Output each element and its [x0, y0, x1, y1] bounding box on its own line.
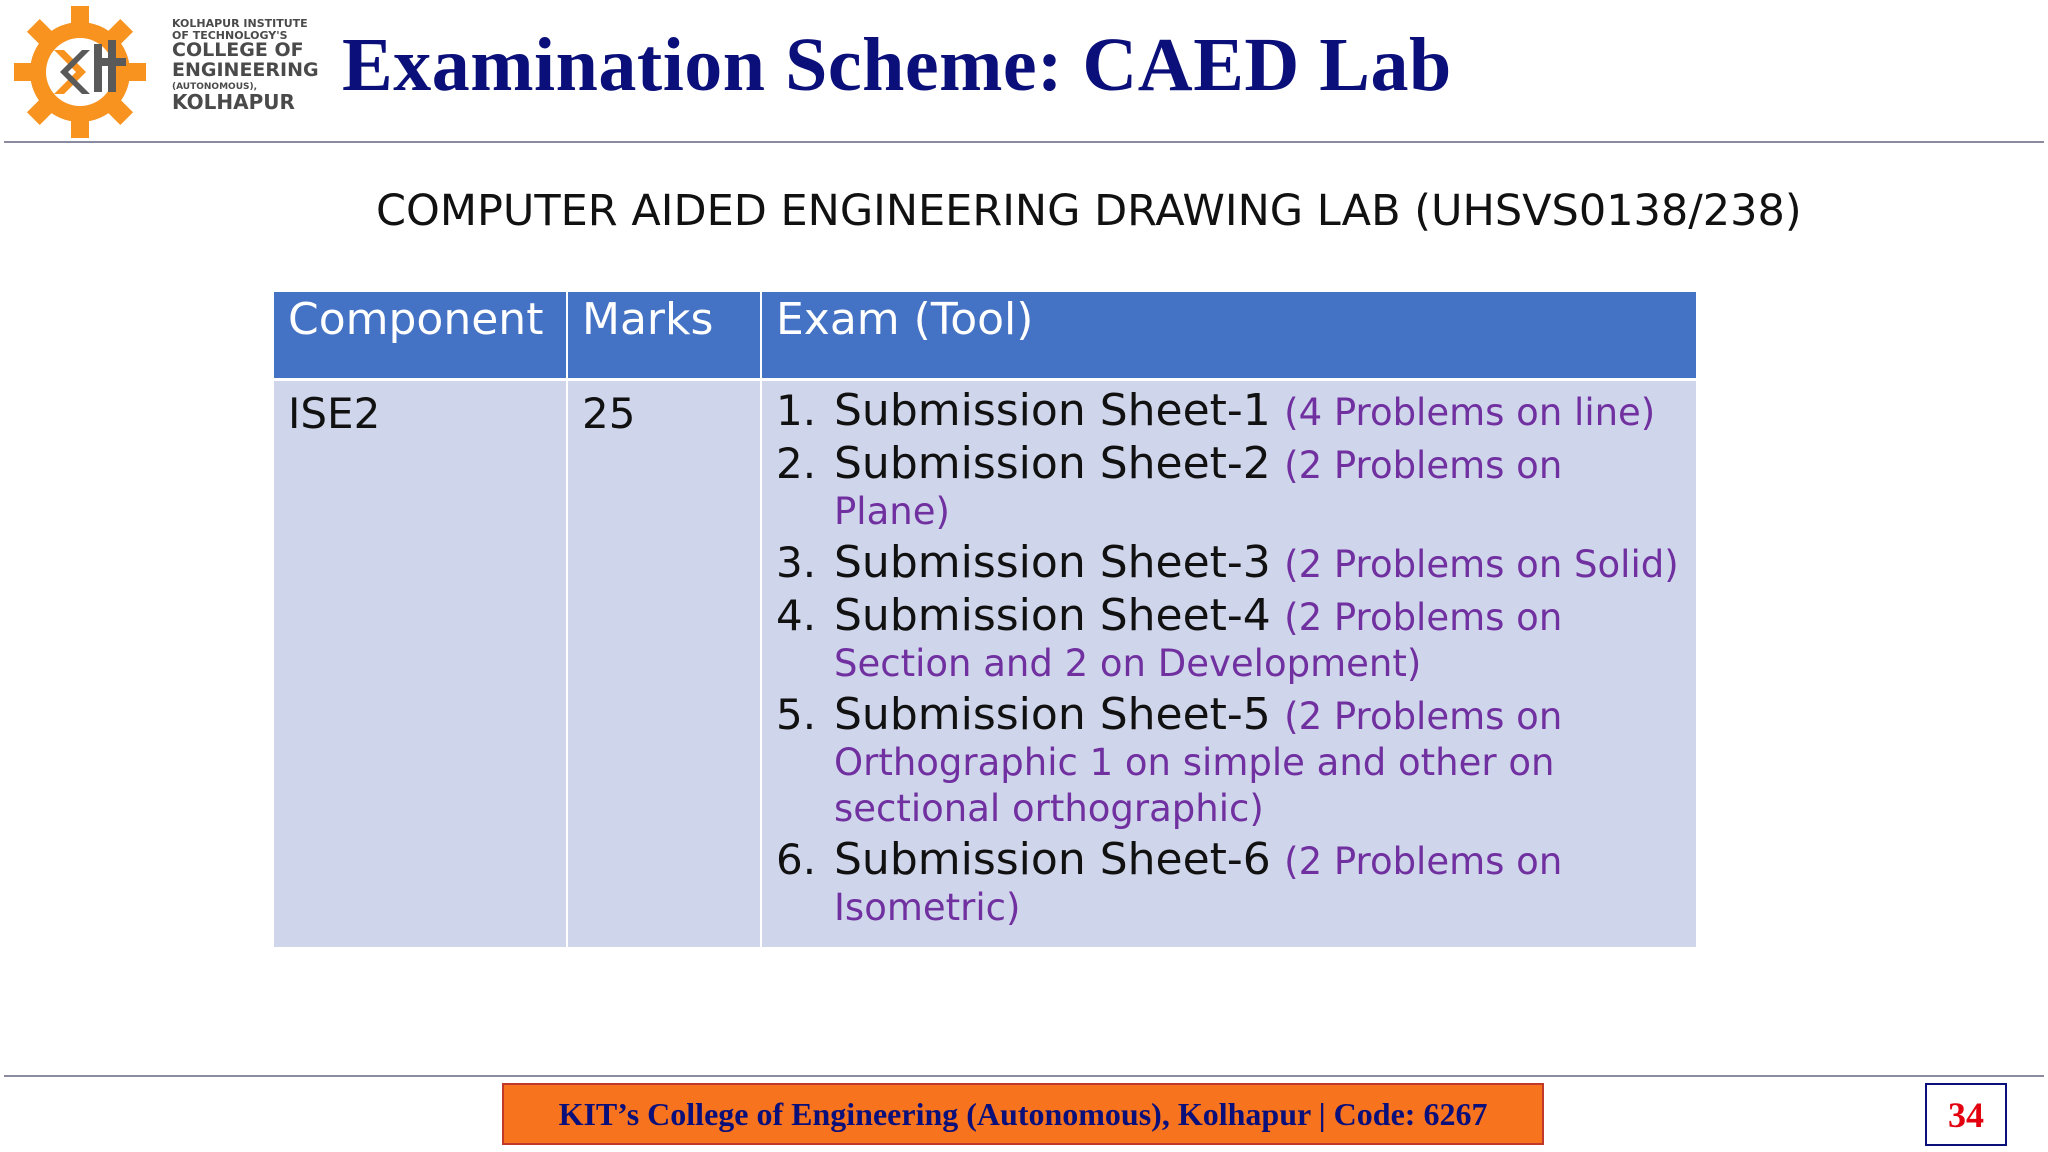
logo-line-6: KOLHAPUR [172, 90, 295, 115]
college-logo [12, 4, 319, 139]
cell-component: ISE2 [274, 380, 567, 948]
table-header-row [274, 292, 1696, 380]
sheet-name: Submission Sheet-3 [834, 537, 1271, 588]
sheet-note: (2 Problems on Orthographic 1 on simple and other on sectional orthographic) [834, 695, 1563, 830]
list-item [776, 590, 1682, 686]
header-exam-tool: Exam (Tool) [761, 292, 1696, 380]
logo-line-2: OF TECHNOLOGY'S [172, 28, 288, 42]
gear-logo-icon [12, 4, 162, 139]
submission-list [776, 385, 1682, 930]
sheet-name: Submission Sheet-4 [834, 590, 1271, 641]
header-divider [4, 141, 2044, 143]
page-number: 34 [1925, 1083, 2007, 1146]
sheet-note: (4 Problems on line) [1284, 391, 1656, 434]
list-number: 6. [776, 835, 817, 884]
header-marks: Marks [567, 292, 761, 380]
logo-line-4: ENGINEERING [172, 59, 319, 82]
list-number: 3. [776, 538, 817, 587]
cell-exam-tool [761, 380, 1696, 948]
footer-banner: KIT’s College of Engineering (Autonomous), Kolhapur | Code: 6267 [502, 1083, 1544, 1145]
sheet-note: (2 Problems on Isometric) [834, 840, 1563, 929]
sheet-note: (2 Problems on Plane) [834, 444, 1563, 533]
list-item [776, 689, 1682, 831]
list-item [776, 834, 1682, 930]
logo-wordmark [172, 18, 322, 113]
cell-marks: 25 [567, 380, 761, 948]
sheet-name: Submission Sheet-2 [834, 438, 1271, 489]
list-item [776, 438, 1682, 534]
sheet-name: Submission Sheet-5 [834, 689, 1271, 740]
list-number: 1. [776, 386, 817, 435]
list-number: 2. [776, 439, 817, 488]
sheet-note: (2 Problems on Solid) [1284, 543, 1679, 586]
logo-line-5: (AUTONOMOUS), [172, 81, 258, 92]
sheet-name: Submission Sheet-6 [834, 834, 1271, 885]
footer-divider [4, 1075, 2044, 1077]
table-row [274, 380, 1696, 948]
list-item [776, 385, 1682, 436]
course-subtitle: COMPUTER AIDED ENGINEERING DRAWING LAB (UHSVS0138/238) [376, 186, 1802, 236]
list-number: 5. [776, 690, 817, 739]
list-item [776, 537, 1682, 588]
header-component: Component [274, 292, 567, 380]
examination-scheme-table [274, 292, 1696, 947]
sheet-name: Submission Sheet-1 [834, 385, 1271, 436]
list-number: 4. [776, 591, 817, 640]
logo-line-3: COLLEGE OF [172, 39, 304, 62]
sheet-note: (2 Problems on Section and 2 on Development) [834, 596, 1563, 685]
slide-title: Examination Scheme: CAED Lab [342, 23, 1452, 107]
logo-line-1: KOLHAPUR INSTITUTE [172, 17, 308, 30]
